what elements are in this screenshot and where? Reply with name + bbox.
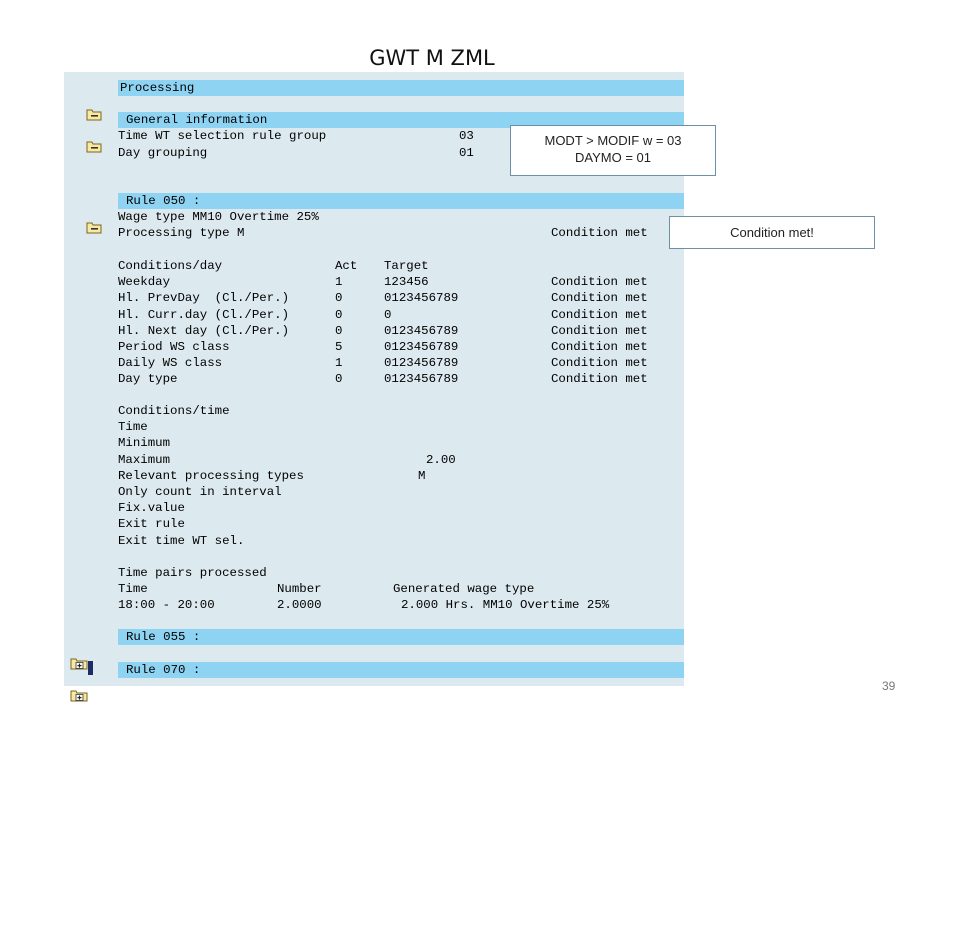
rule-070-label: Rule 070 : bbox=[126, 663, 201, 677]
rule-055-header[interactable] bbox=[118, 629, 684, 645]
condition-met-callout: Condition met! bbox=[669, 216, 875, 249]
conditions-time-maximum: Maximum bbox=[118, 453, 171, 467]
slide-title: GWT M ZML bbox=[369, 46, 495, 70]
condition-row-status: Condition met bbox=[551, 372, 648, 386]
generated-column-header: Generated wage type bbox=[393, 582, 535, 596]
selection-marker bbox=[88, 661, 93, 675]
collapsed-node-icon[interactable] bbox=[70, 662, 86, 674]
condition-row-status: Condition met bbox=[551, 275, 648, 289]
time-pair-number: 2.0000 bbox=[277, 598, 322, 612]
general-information-label: General information bbox=[126, 113, 268, 127]
condition-row-act: 1 bbox=[335, 275, 343, 289]
condition-row-status: Condition met bbox=[551, 340, 648, 354]
time-pair-time: 18:00 - 20:00 bbox=[118, 598, 215, 612]
collapsed-node-icon[interactable] bbox=[70, 630, 86, 642]
target-column-header: Target bbox=[384, 259, 429, 273]
condition-row-label: Hl. Next day (Cl./Per.) bbox=[118, 324, 290, 338]
relevant-processing-value: M bbox=[418, 469, 426, 483]
conditions-time-time: Time bbox=[118, 420, 148, 434]
conditions-time-header: Conditions/time bbox=[118, 404, 230, 418]
condition-row-act: 0 bbox=[335, 308, 343, 322]
condition-row-label: Hl. Curr.day (Cl./Per.) bbox=[118, 308, 290, 322]
condition-row-act: 0 bbox=[335, 372, 343, 386]
processing-header-label: Processing bbox=[120, 81, 195, 95]
expanded-node-icon[interactable] bbox=[86, 81, 102, 93]
condition-row-target: 123456 bbox=[384, 275, 429, 289]
maximum-value: 2.00 bbox=[426, 453, 456, 467]
exit-time-line: Exit time WT sel. bbox=[118, 534, 245, 548]
condition-row-label: Day type bbox=[118, 372, 178, 386]
condition-row-label: Weekday bbox=[118, 275, 171, 289]
condition-row-target: 0123456789 bbox=[384, 372, 459, 386]
time-pair-generated: 2.000 Hrs. MM10 Overtime 25% bbox=[401, 598, 610, 612]
processing-header[interactable] bbox=[118, 80, 684, 96]
wage-type-line: Wage type MM10 Overtime 25% bbox=[118, 210, 319, 224]
conditions-day-header: Conditions/day bbox=[118, 259, 223, 273]
general-row-value: 03 bbox=[459, 129, 474, 143]
general-row-value: 01 bbox=[459, 146, 474, 160]
condition-row-act: 5 bbox=[335, 340, 343, 354]
time-column-header: Time bbox=[118, 582, 148, 596]
modt-callout bbox=[510, 125, 716, 176]
condition-row-act: 0 bbox=[335, 291, 343, 305]
time-pairs-header: Time pairs processed bbox=[118, 566, 267, 580]
condition-row-status: Condition met bbox=[551, 356, 648, 370]
condition-row-label: Daily WS class bbox=[118, 356, 223, 370]
rule-050-label: Rule 050 : bbox=[126, 194, 201, 208]
modt-callout-line1: MODT > MODIF w = 03 bbox=[544, 133, 682, 148]
condition-row-target: 0123456789 bbox=[384, 356, 459, 370]
condition-row-label: Period WS class bbox=[118, 340, 230, 354]
relevant-processing-types: Relevant processing types bbox=[118, 469, 304, 483]
condition-row-status: Condition met bbox=[551, 324, 648, 338]
processing-type-line: Processing type M bbox=[118, 226, 245, 240]
general-row-label: Day grouping bbox=[118, 146, 208, 160]
modt-callout-line2: DAYMO = 01 bbox=[575, 150, 651, 165]
rule-055-label: Rule 055 : bbox=[126, 630, 201, 644]
condition-row-status: Condition met bbox=[551, 291, 648, 305]
general-row-label: Time WT selection rule group bbox=[118, 129, 327, 143]
only-count-line: Only count in interval bbox=[118, 485, 282, 499]
page-number: 39 bbox=[882, 679, 896, 693]
rule-070-header[interactable] bbox=[118, 662, 684, 678]
condition-row-target: 0123456789 bbox=[384, 340, 459, 354]
expanded-node-icon[interactable] bbox=[86, 113, 102, 125]
fix-value-line: Fix.value bbox=[118, 501, 185, 515]
processing-type-status: Condition met bbox=[551, 226, 648, 240]
condition-row-label: Hl. PrevDay (Cl./Per.) bbox=[118, 291, 290, 305]
rule-050-header[interactable] bbox=[118, 193, 684, 209]
condition-row-target: 0 bbox=[384, 308, 392, 322]
expanded-node-icon[interactable] bbox=[86, 194, 102, 206]
condition-row-target: 0123456789 bbox=[384, 291, 459, 305]
condition-row-act: 1 bbox=[335, 356, 343, 370]
general-row bbox=[118, 145, 207, 161]
act-column-header: Act bbox=[335, 259, 358, 273]
number-column-header: Number bbox=[277, 582, 322, 596]
condition-row-status: Condition met bbox=[551, 308, 648, 322]
condition-row-act: 0 bbox=[335, 324, 343, 338]
condition-row-target: 0123456789 bbox=[384, 324, 459, 338]
general-row bbox=[118, 128, 326, 144]
conditions-time-minimum: Minimum bbox=[118, 436, 171, 450]
exit-rule-line: Exit rule bbox=[118, 517, 185, 531]
